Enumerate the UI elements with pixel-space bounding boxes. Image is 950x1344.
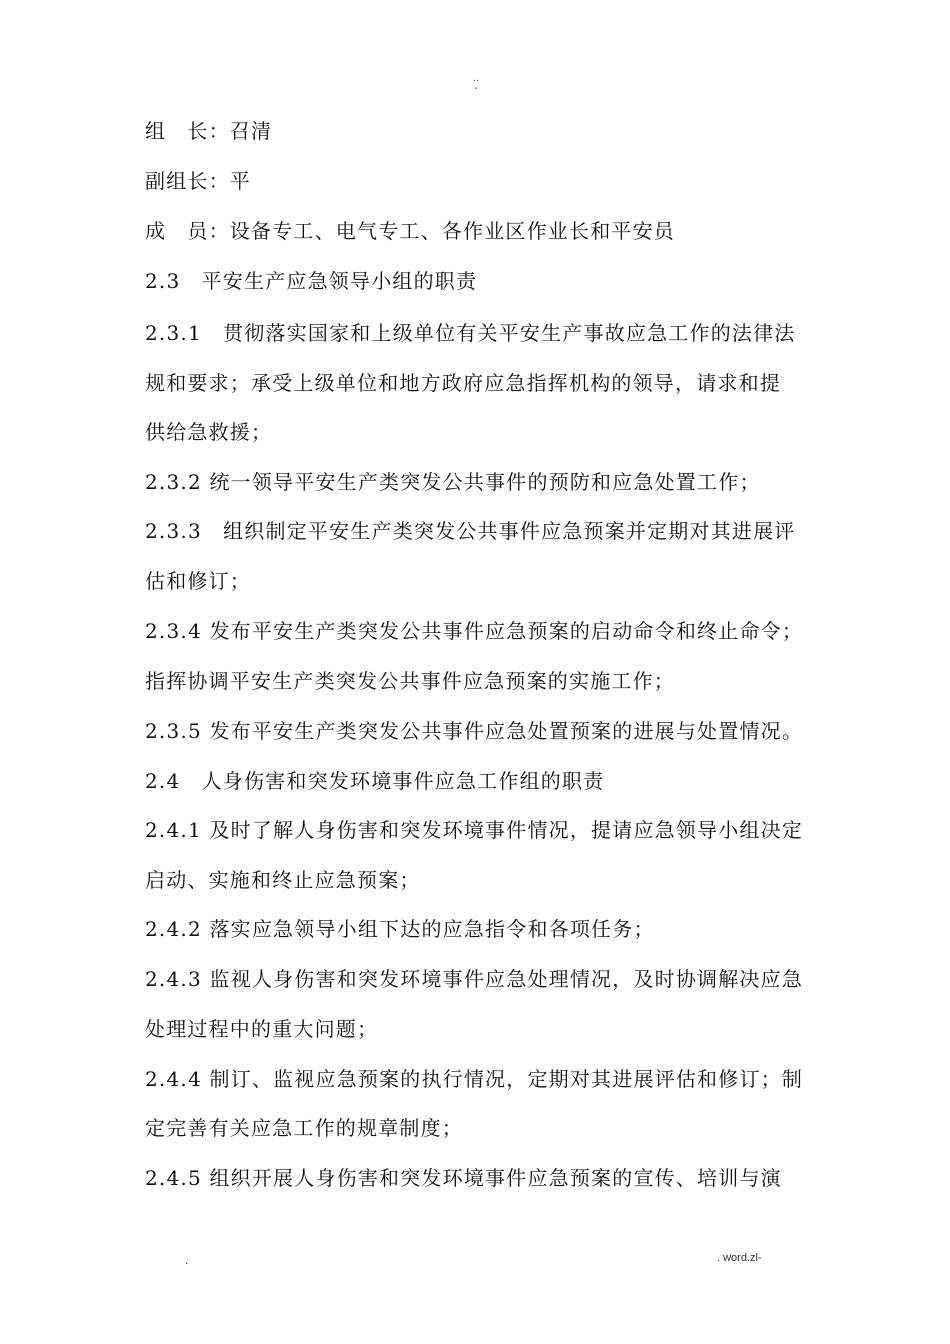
text-line: 2.3.5 发布平安生产类突发公共事件应急处置预案的进展与处置情况。 xyxy=(145,719,804,743)
text-line: 启动、实施和终止应急预案； xyxy=(145,868,421,892)
text-line: 2.4.3 监视人身伤害和突发环境事件应急处理情况，及时协调解决应急 xyxy=(145,967,804,991)
text-line: 估和修订； xyxy=(145,569,251,593)
header-mark-top: .. xyxy=(473,73,479,84)
text-line: 2.4.2 落实应急领导小组下达的应急指令和各项任务； xyxy=(145,917,655,941)
text-line: 处理过程中的重大问题； xyxy=(145,1017,379,1041)
text-line: 规和要求；承受上级单位和地方政府应急指挥机构的领导，请求和提 xyxy=(145,371,781,395)
text-line: 2.4.4 制订、监视应急预案的执行情况，定期对其进展评估和修订；制 xyxy=(145,1067,804,1091)
text-line: 2.3.2 统一领导平安生产类突发公共事件的预防和应急处置工作； xyxy=(145,470,761,494)
text-line: 指挥协调平安生产类突发公共事件应急预案的实施工作； xyxy=(145,669,675,693)
text-line: 副组长：平 xyxy=(145,169,251,193)
text-line: 2.4 人身伤害和突发环境事件应急工作组的职责 xyxy=(145,769,605,793)
text-line: 定完善有关应急工作的规章制度； xyxy=(145,1116,463,1140)
text-line: 供给急救援； xyxy=(145,420,273,444)
text-line: 组 长：召清 xyxy=(145,119,273,143)
text-line: 2.4.5 组织开展人身伤害和突发环境事件应急预案的宣传、培训与演 xyxy=(145,1166,782,1190)
page-header-mark xyxy=(468,74,484,94)
text-line: 成 员：设备专工、电气专工、各作业区作业长和平安员 xyxy=(145,219,675,243)
text-line: 2.4.1 及时了解人身伤害和突发环境事件情况，提请应急领导小组决定 xyxy=(145,818,804,842)
footer-source: . word.zl- xyxy=(717,1252,762,1264)
header-mark-bottom: - xyxy=(474,83,478,94)
text-line: 2.3.4 发布平安生产类突发公共事件应急预案的启动命令和终止命令； xyxy=(145,619,804,643)
text-line: 2.3 平安生产应急领导小组的职责 xyxy=(145,269,478,293)
footer-left-mark: . xyxy=(185,1253,189,1267)
text-line: 2.3.1 贯彻落实国家和上级单位有关平安生产事故应急工作的法律法 xyxy=(145,321,796,345)
text-line: 2.3.3 组织制定平安生产类突发公共事件应急预案并定期对其进展评 xyxy=(145,519,796,543)
